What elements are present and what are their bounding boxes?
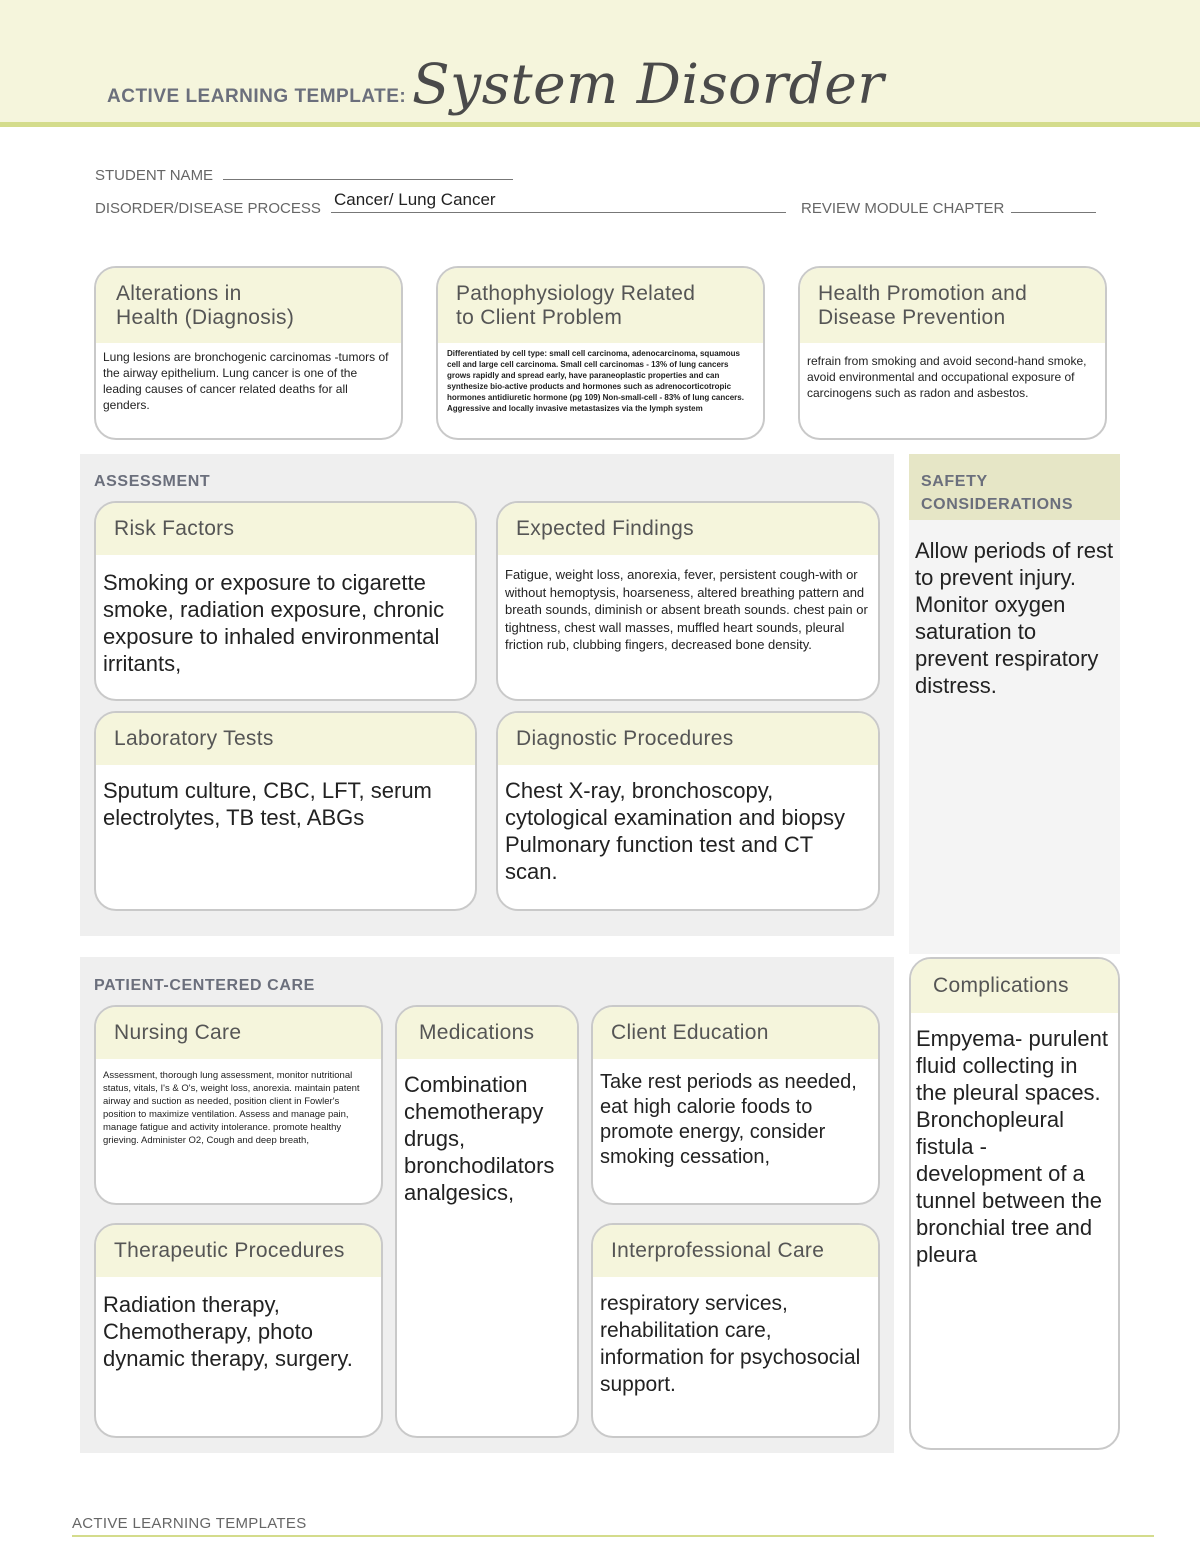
review-label: REVIEW MODULE CHAPTER (801, 200, 1005, 217)
card-client-education-heading: Client Education (593, 1007, 878, 1059)
card-laboratory-tests-heading: Laboratory Tests (96, 713, 475, 765)
student-name-row (95, 166, 513, 184)
heading-line: Pathophysiology Related (456, 281, 696, 305)
card-alterations-heading (96, 268, 401, 343)
card-interprofessional-care-body: respiratory services, rehabilitation care, information for psychosocial support. (600, 1292, 861, 1396)
safety-heading (909, 454, 1120, 520)
safety-column (909, 454, 1120, 954)
footer-rule (72, 1535, 1154, 1537)
footer-label: ACTIVE LEARNING TEMPLATES (72, 1515, 307, 1532)
card-risk-factors-body: Smoking or exposure to cigarette smoke, radiation exposure, chronic exposure to inhaled environmental irritants, (103, 570, 445, 676)
heading-line: Disease Prevention (818, 305, 1006, 329)
card-health-promotion-body: refrain from smoking and avoid second-hand smoke, avoid environmental and occupational exposure of carcinogens such as radon and asbestos. (807, 354, 1087, 400)
header-rule (0, 122, 1200, 127)
heading-line: to Client Problem (456, 305, 623, 329)
student-name-field[interactable] (223, 166, 513, 180)
card-therapeutic-procedures-heading: Therapeutic Procedures (96, 1225, 381, 1277)
card-alterations-body: Lung lesions are bronchogenic carcinomas -tumors of the airway epithelium. Lung cancer is one of the leading causes of cancer related deaths for all genders. (103, 350, 389, 412)
card-alterations (94, 266, 403, 440)
disorder-value: Cancer/ Lung Cancer (334, 190, 496, 209)
card-therapeutic-procedures (94, 1223, 383, 1438)
card-expected-findings-body: Fatigue, weight loss, anorexia, fever, persistent cough-with or without hemoptysis, hoarseness, altered breathing pattern and breath sounds, diminish or absent breath sounds. chest pain or tightness, chest wall masses, muffled heart sounds, pleural friction rub, clubbing fingers, decreased bone density. (505, 567, 868, 652)
safety-body: Allow periods of rest to prevent injury. Monitor oxygen saturation to prevent respiratory distress. (915, 538, 1114, 698)
card-complications-heading: Complications (911, 959, 1118, 1013)
card-interprofessional-care (591, 1223, 880, 1438)
card-diagnostic-procedures-heading: Diagnostic Procedures (498, 713, 878, 765)
student-name-label: STUDENT NAME (95, 167, 214, 184)
card-nursing-care (94, 1005, 383, 1205)
card-expected-findings (496, 501, 880, 701)
safety-label-line: CONSIDERATIONS (921, 496, 1074, 513)
card-complications (909, 957, 1120, 1450)
card-laboratory-tests (94, 711, 477, 911)
assessment-label: ASSESSMENT (94, 473, 211, 490)
card-medications (395, 1005, 579, 1438)
card-pathophysiology (436, 266, 765, 440)
card-laboratory-tests-body: Sputum culture, CBC, LFT, serum electrolytes, TB test, ABGs (103, 778, 432, 830)
card-medications-body: Combination chemotherapy drugs, bronchodilators analgesics, (404, 1072, 555, 1205)
card-therapeutic-procedures-body: Radiation therapy, Chemotherapy, photo dynamic therapy, surgery. (103, 1292, 353, 1371)
patient-centered-care-label: PATIENT-CENTERED CARE (94, 977, 315, 994)
heading-line: Health Promotion and (818, 281, 1028, 305)
card-pathophysiology-heading (438, 268, 763, 343)
card-client-education-body: Take rest periods as needed, eat high calorie foods to promote energy, consider smoking cessation, (600, 1071, 857, 1168)
card-medications-heading: Medications (397, 1007, 577, 1059)
review-row (801, 199, 1096, 217)
card-diagnostic-procedures-body: Chest X-ray, bronchoscopy, cytological examination and biopsy Pulmonary function test and CT scan. (505, 778, 845, 884)
card-risk-factors (94, 501, 477, 701)
card-client-education (591, 1005, 880, 1205)
card-diagnostic-procedures (496, 711, 880, 911)
template-label: ACTIVE LEARNING TEMPLATE: (107, 86, 407, 107)
disorder-label: DISORDER/DISEASE PROCESS (95, 200, 321, 217)
card-health-promotion (798, 266, 1107, 440)
card-health-promotion-heading (800, 268, 1105, 343)
card-nursing-care-body: Assessment, thorough lung assessment, monitor nutritional status, vitals, I's & O's, weight loss, anorexia. maintain patent airway and suction as needed, position client in Fowler's position to maximize ventilation. Assess and manage pain, manage fatigue and activity intolerance. promote healthy grieving. Administer O2, Cough and deep breath, (103, 1070, 360, 1146)
card-pathophysiology-body: Differentiated by cell type: small cell carcinoma, adenocarcinoma, squamous cell and large cell carcinoma. Small cell carcinomas - 13% of lung cancers grows rapidly and spread early, have paraneoplastic properties and can synthesize bio-active products and hormones such as adrenocorticotropic hormones antidiuretic hormone (pg 109) Non-small-cell - 83% of lung cancers. Aggressive and locally invasive metastasizes via the lymph system (447, 349, 744, 413)
heading-line: Alterations in (116, 281, 242, 305)
page-title: System Disorder (412, 52, 885, 116)
card-interprofessional-care-heading: Interprofessional Care (593, 1225, 878, 1277)
card-risk-factors-heading: Risk Factors (96, 503, 475, 555)
review-field[interactable] (1011, 199, 1096, 213)
card-complications-body: Empyema- purulent fluid collecting in the pleural spaces. Bronchopleural fistula - development of a tunnel between the bronchial tree and pleura (916, 1026, 1108, 1267)
safety-label-line: SAFETY (921, 473, 988, 490)
card-nursing-care-heading: Nursing Care (96, 1007, 381, 1059)
heading-line: Health (Diagnosis) (116, 305, 295, 329)
card-expected-findings-heading: Expected Findings (498, 503, 878, 555)
